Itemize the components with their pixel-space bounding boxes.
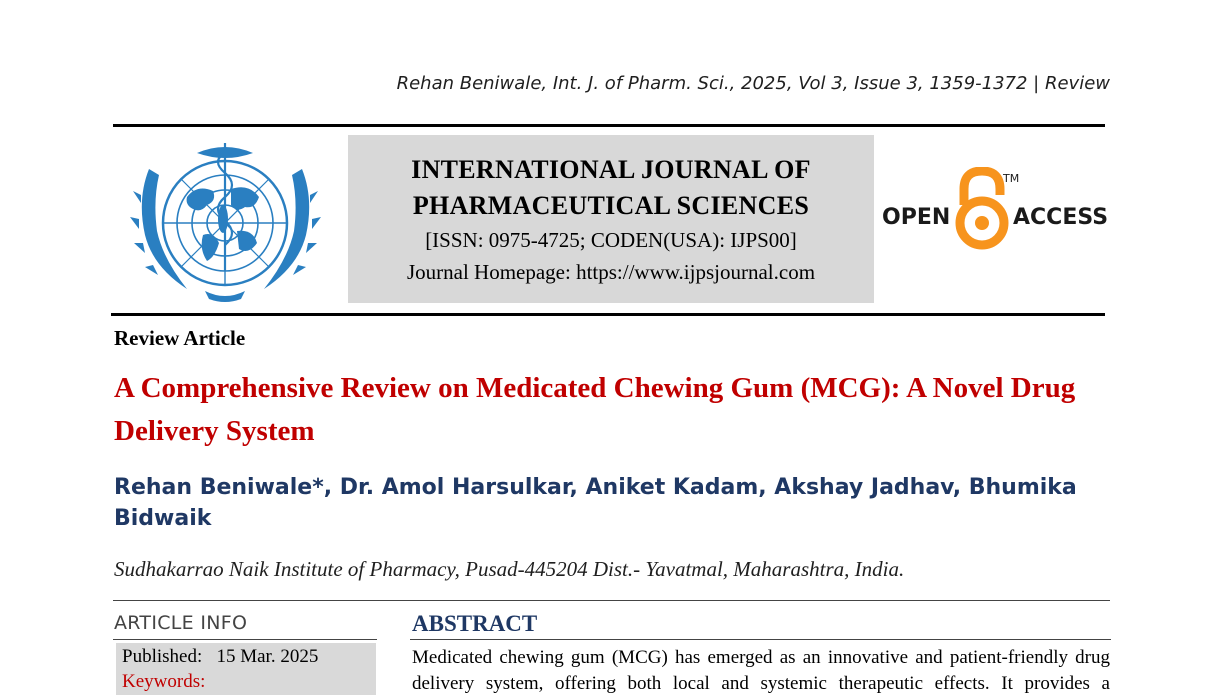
journal-issn: [ISSN: 0975-4725; CODEN(USA): IJPS00] — [425, 228, 797, 252]
article-type: Review Article — [114, 326, 246, 350]
abstract-text — [412, 645, 1110, 697]
citation-line: Rehan Beniwale, Int. J. of Pharm. Sci., 2025, Vol 3, Issue 3, 1359-1372 | Review — [396, 73, 1110, 94]
abstract-rule — [410, 639, 1111, 640]
article-title: A Comprehensive Review on Medicated Chewing Gum (MCG): A Novel Drug Delivery System — [114, 372, 1076, 447]
journal-homepage[interactable]: Journal Homepage: https://www.ijpsjournal.com — [406, 260, 816, 284]
article-authors: Rehan Beniwale*, Dr. Amol Harsulkar, Aniket Kadam, Akshay Jadhav, Bhumika Bidwaik — [114, 475, 1077, 531]
journal-emblem-icon — [127, 139, 324, 306]
abstract-heading: ABSTRACT — [412, 611, 538, 636]
open-access-right-text: ACCESS — [1013, 205, 1109, 230]
open-access-left-text: OPEN — [882, 205, 951, 230]
published-date: Published: 15 Mar. 2025 — [122, 646, 319, 667]
keywords-label: Keywords: — [122, 671, 206, 692]
article-info-rule — [113, 639, 377, 640]
journal-title — [348, 152, 874, 224]
article-info-heading: ARTICLE INFO — [114, 612, 248, 634]
header-bottom-rule — [111, 313, 1105, 316]
abstract-line-2: delivery system, offering both local and systemic therapeutic effects. It provides a — [412, 673, 1110, 694]
abstract-line-1: Medicated chewing gum (MCG) has emerged as an innovative and patient-friendly drug — [412, 647, 1110, 668]
header-top-rule — [113, 124, 1105, 127]
affiliation-divider — [113, 600, 1110, 601]
journal-title-line-2: PHARMACEUTICAL SCIENCES — [412, 191, 810, 220]
author-affiliation: Sudhakarrao Naik Institute of Pharmacy, Pusad-445204 Dist.- Yavatmal, Maharashtra, India. — [114, 557, 905, 581]
journal-title-line-1: INTERNATIONAL JOURNAL OF — [411, 155, 811, 184]
open-lock-icon — [960, 171, 1004, 245]
journal-header-box — [348, 135, 874, 303]
open-access-logo — [880, 167, 1110, 252]
open-access-tm: TM — [1003, 172, 1020, 185]
